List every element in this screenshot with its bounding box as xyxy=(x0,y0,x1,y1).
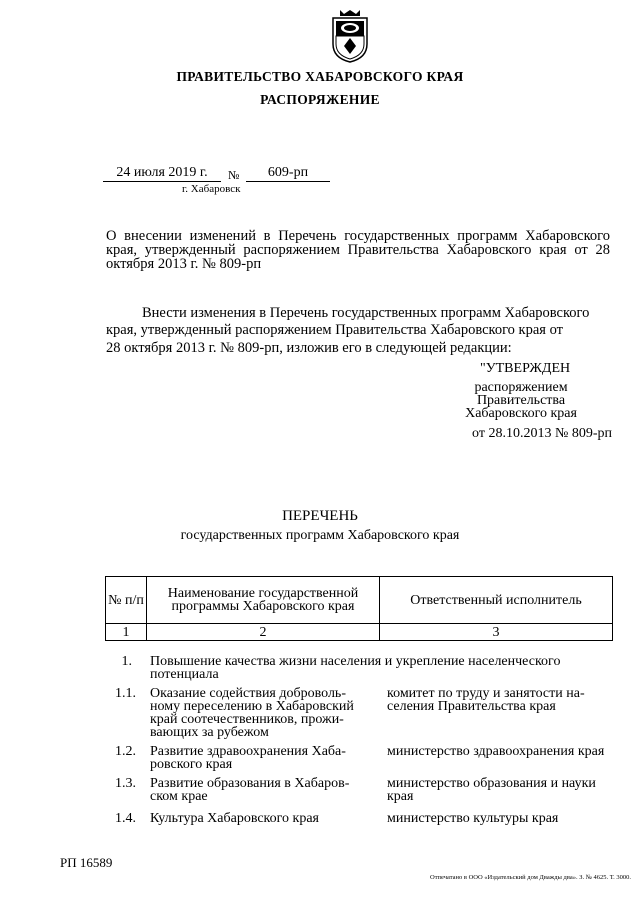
approval-line-1: "УТВЕРЖДЕН xyxy=(480,361,571,376)
document-type: РАСПОРЯЖЕНИЕ xyxy=(260,92,380,107)
document-number: 609-рп xyxy=(246,165,330,182)
list-item-number: 1.1. xyxy=(115,686,136,701)
document-subject: О внесении изменений в Перечень государственных программ Хабаровского края, утвержденный распоряжением Правительства Хабаровского края от 28 октября 2013 г. № 809-рп xyxy=(106,228,610,272)
list-item-executor: министерство культуры края xyxy=(387,811,559,826)
list-item-name: Развитие образования в Хабаров-ском крае xyxy=(150,776,350,804)
number-label: № xyxy=(228,168,240,182)
col-executor-header: Ответственный исполнитель xyxy=(380,577,613,624)
col-index-2: 2 xyxy=(147,624,380,641)
approval-line-4: Хабаровского края xyxy=(465,406,577,421)
coat-of-arms-emblem xyxy=(330,8,370,64)
approval-line-5: от 28.10.2013 № 809-рп xyxy=(472,426,612,441)
programs-table-header xyxy=(105,576,613,641)
col-index-3: 3 xyxy=(380,624,613,641)
printing-note: Отпечатано в ООО «Издательский дом Дважды два». З. № 4625. Т. 3000. xyxy=(430,874,631,881)
list-item-number: 1.4. xyxy=(115,811,136,826)
approval-line-2: распоряжением xyxy=(474,380,568,395)
body-line-1: Внести изменения в Перечень государственных программ Хабаровского xyxy=(142,305,590,321)
approval-line-3: Правительства xyxy=(476,393,566,408)
list-item-name: Повышение качества жизни населения и укрепление населенческого потенциала xyxy=(150,654,561,682)
list-item-number: 1.2. xyxy=(115,744,136,759)
list-item-name: Оказание содействия доброволь-ному переселению в Хабаровский край соотечественников, прожи-вающих за рубежом xyxy=(150,686,354,740)
body-line-2: края, утвержденный распоряжением Правительства Хабаровского края от xyxy=(106,322,563,338)
list-item-number: 1. xyxy=(121,654,132,669)
list-heading: ПЕРЕЧЕНЬ xyxy=(282,508,358,524)
body-line-3: 28 октября 2013 г. № 809-рп, изложив его в следующей редакции: xyxy=(106,340,512,356)
col-index-1: 1 xyxy=(106,624,147,641)
government-title: ПРАВИТЕЛЬСТВО ХАБАРОВСКОГО КРАЯ xyxy=(176,69,464,84)
list-item-number: 1.3. xyxy=(115,776,136,791)
document-city: г. Хабаровск xyxy=(182,183,241,195)
col-name-header: Наименование государственной программы Хабаровского края xyxy=(147,577,380,624)
list-item-executor: министерство образования и науки края xyxy=(387,776,596,804)
list-subheading: государственных программ Хабаровского края xyxy=(180,528,460,543)
document-date: 24 июля 2019 г. xyxy=(103,165,221,182)
list-item-name: Развитие здравоохранения Хаба-ровского края xyxy=(150,744,346,772)
list-item-executor: комитет по труду и занятости на-селения Правительства края xyxy=(387,686,585,714)
list-item-executor: министерство здравоохранения края xyxy=(387,744,605,759)
col-number-header: № п/п xyxy=(106,577,147,624)
document-registration-id: РП 16589 xyxy=(60,855,113,870)
list-item-name: Культура Хабаровского края xyxy=(150,811,319,826)
